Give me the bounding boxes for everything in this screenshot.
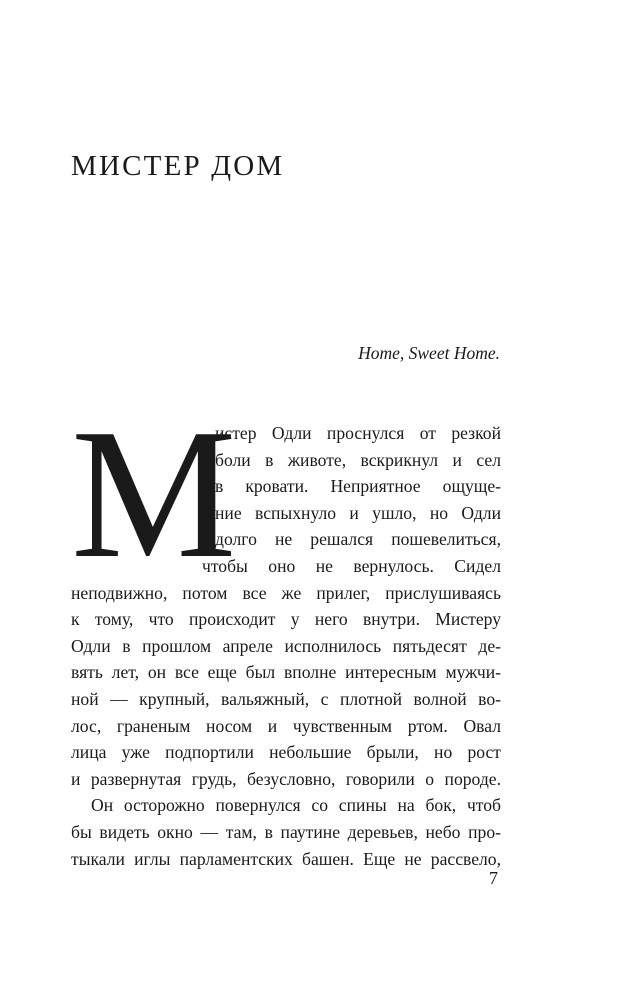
- text-line: лос, граненым носом и чувственным ртом. Овал: [71, 715, 501, 736]
- text-line: Одли в прошлом апреле исполнилось пятьдесят де-: [71, 635, 501, 656]
- text-line: Он осторожно повернулся со спины на бок, чтоб: [91, 795, 501, 816]
- text-line: истер Одли проснулся от резкой: [215, 423, 501, 443]
- text-line: боли в животе, вскрикнул и сел: [215, 449, 501, 470]
- chapter-title: МИСТЕР ДОМ: [71, 150, 285, 182]
- text-line: вять лет, он все еще был вполне интересным мужчи-: [71, 662, 501, 683]
- text-line: бы видеть окно — там, в паутине деревьев, небо про-: [71, 821, 501, 842]
- text-line: тыкали иглы парламентских башен. Еще не рассвело,: [71, 848, 501, 869]
- text-line: ние вспыхнуло и ушло, но Одли: [215, 502, 501, 523]
- epigraph: Home, Sweet Home.: [358, 343, 500, 363]
- text-line: неподвижно, потом все же прилег, прислушиваясь: [71, 582, 501, 603]
- drop-cap: М: [71, 391, 237, 597]
- text-line: к тому, что происходит у него внутри. Мистеру: [71, 609, 501, 630]
- text-line: долго не решался пошевелиться,: [215, 529, 501, 550]
- page-number: 7: [489, 868, 498, 888]
- text-line: чтобы оно не вернулось. Сидел: [202, 555, 501, 576]
- text-line: ной — крупный, вальяжный, с плотной волной во-: [71, 688, 501, 709]
- text-line: в кровати. Неприятное ощуще-: [215, 476, 501, 497]
- body-text: [71, 391, 501, 872]
- text-line: и развернутая грудь, безусловно, говорили о породе.: [71, 768, 501, 789]
- text-line: лица уже подпортили небольшие брыли, но рост: [71, 742, 501, 763]
